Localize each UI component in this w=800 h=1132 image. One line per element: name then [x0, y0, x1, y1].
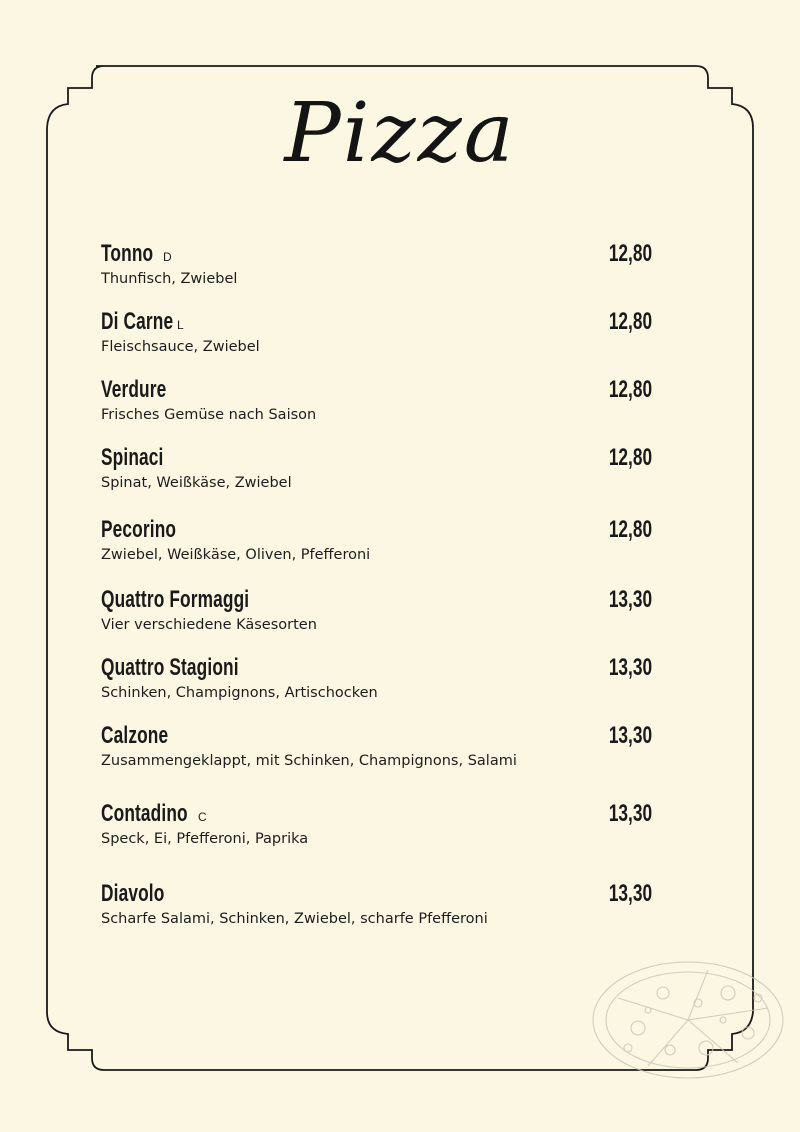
menu-item-header [101, 722, 652, 752]
menu-item-header [101, 654, 652, 684]
menu-item-price: 13,30 [608, 722, 652, 749]
menu-item-description: Frisches Gemüse nach Saison [101, 407, 317, 423]
menu-item-price: 12,80 [608, 308, 652, 335]
menu-item-header [101, 586, 652, 616]
menu-item [101, 654, 652, 702]
menu-item-description: Fleischsauce, Zwiebel [101, 339, 260, 355]
menu-item [101, 308, 652, 356]
menu-item-allergen-code: D [163, 250, 172, 264]
menu-item-price: 13,30 [608, 654, 652, 681]
menu-item-description: Thunfisch, Zwiebel [101, 271, 238, 287]
menu-item-name: Quattro Formaggi [101, 586, 250, 613]
menu-item-name: Pecorino [101, 516, 177, 543]
menu-item-header [101, 800, 652, 830]
menu-item-price: 13,30 [608, 880, 652, 907]
pizza-sketch-icon [588, 958, 788, 1088]
menu-item [101, 586, 652, 634]
menu-item-name: Quattro Stagioni [101, 654, 239, 681]
menu-item-header [101, 376, 652, 406]
menu-item-allergen-code: L [177, 318, 184, 332]
menu-item-price: 13,30 [608, 586, 652, 613]
menu-item-price: 12,80 [608, 516, 652, 543]
menu-item [101, 722, 652, 770]
menu-item [101, 880, 652, 928]
menu-item-price: 13,30 [608, 800, 652, 827]
menu-item-header [101, 516, 652, 546]
menu-item-description: Zusammengeklappt, mit Schinken, Champignons, Salami [101, 753, 517, 769]
menu-item-header [101, 444, 652, 474]
menu-item-header [101, 308, 652, 338]
menu-item-name: Diavolo [101, 880, 165, 907]
menu-item-description: Vier verschiedene Käsesorten [101, 617, 317, 633]
menu-item-name: Contadino [101, 800, 188, 827]
menu-item-description: Schinken, Champignons, Artischocken [101, 685, 378, 701]
menu-item-name: Spinaci [101, 444, 164, 471]
menu-item-name: Tonno [101, 240, 154, 267]
menu-item-header [101, 880, 652, 910]
menu-item [101, 240, 652, 288]
menu-item-description: Scharfe Salami, Schinken, Zwiebel, scharfe Pfefferoni [101, 911, 488, 927]
menu-item [101, 800, 652, 848]
menu-item-name: Calzone [101, 722, 169, 749]
menu-item-description: Spinat, Weißkäse, Zwiebel [101, 475, 292, 491]
menu-item-name: Verdure [101, 376, 167, 403]
page-title: Pizza [284, 86, 516, 181]
menu-item-price: 12,80 [608, 376, 652, 403]
menu-item-allergen-code: C [198, 810, 207, 824]
menu-item [101, 376, 652, 424]
menu-item-price: 12,80 [608, 240, 652, 267]
menu-item-description: Zwiebel, Weißkäse, Oliven, Pfefferoni [101, 547, 371, 563]
menu-item [101, 444, 652, 492]
menu-item [101, 516, 652, 564]
menu-item-price: 12,80 [608, 444, 652, 471]
menu-item-name: Di Carne [101, 308, 174, 335]
menu-item-description: Speck, Ei, Pfefferoni, Paprika [101, 831, 309, 847]
menu-item-header [101, 240, 652, 270]
